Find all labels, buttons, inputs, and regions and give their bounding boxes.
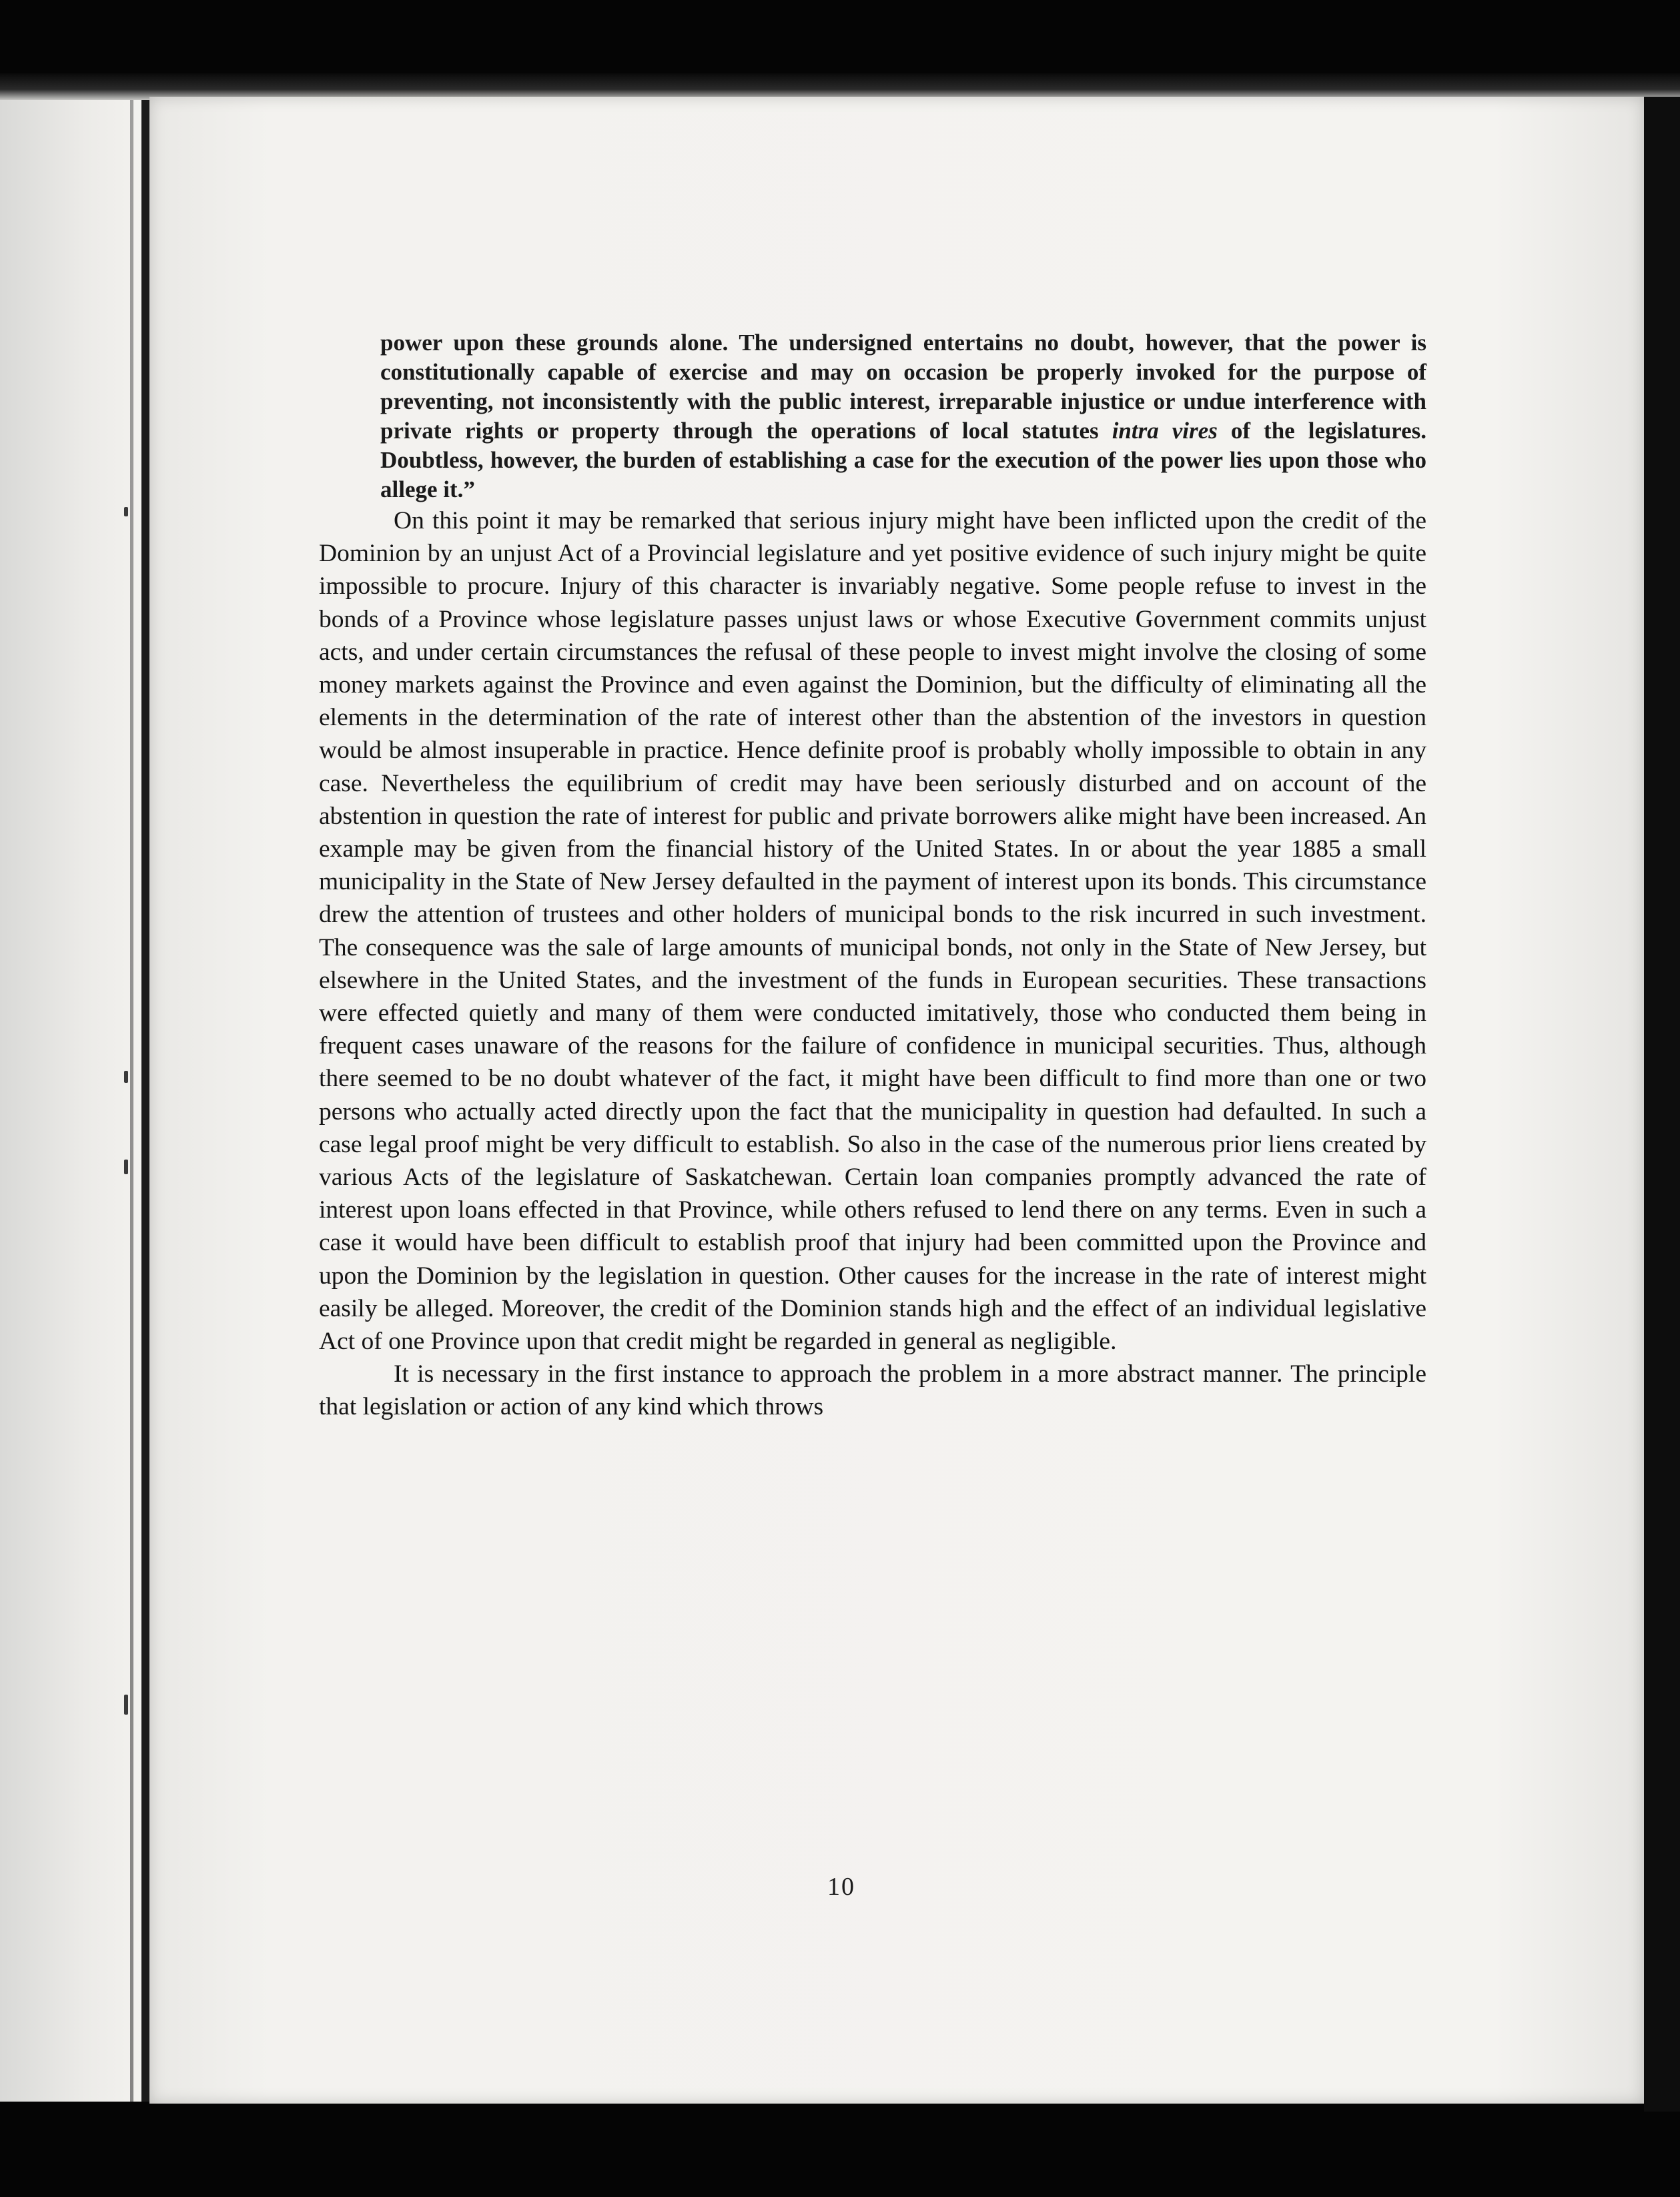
quote-italic-term: intra vires (1112, 418, 1218, 444)
page-number: 10 (827, 1873, 855, 1901)
paragraph: On this point it may be remarked that serious injury might have been inflicted upon the credit of the Dominion by an unjust Act of a Provincial legislature and yet positive evidence of such injury might be quite impossible to procure. Injury of this character is invariably negative. Some people refuse to invest in the bonds of a Province whose legislature passes unjust laws or whose Executive Government commits unjust acts, and under certain circumstances the refusal of these people to invest might involve the closing of some money markets against the Province and even against the Dominion, but the difficulty of eliminating all the elements in the determination of the rate of interest other than the abstention of the investors in question would be almost insuperable in practice. Hence definite proof is probably wholly impossible to obtain in any case. Nevertheless the equilibrium of credit may have been seriously disturbed and on account of the abstention in question the rate of interest for public and private borrowers alike might have been increased. An example may be given from the financial history of the United States. In or about the year 1885 a small municipality in the State of New Jersey defaulted in the payment of interest upon its bonds. This circumstance drew the attention of trustees and other holders of municipal bonds to the risk incurred in such investment. The consequence was the sale of large amounts of municipal bonds, not only in the State of New Jersey, but elsewhere in the United States, and the investment of the funds in European securities. These transactions were effected quietly and many of them were conducted imitatively, those who conducted them being in frequent cases unaware of the reasons for the failure of confidence in municipal securities. Thus, although there seemed to be no doubt whatever of the fact, it might have been difficult to find more than one or two persons who actually acted directly upon the fact that the municipality in question had defaulted. In such a case legal proof might be very difficult to establish. So also in the case of the numerous prior liens created by various Acts of the legislature of Saskatchewan. Certain loan companies promptly advanced the rate of interest upon loans effected in that Province, while others refused to lend there on any terms. Even in such a case it would have been difficult to establish proof that injury had been committed upon the Province and upon the Dominion by the legislation in question. Other causes for the increase in the rate of interest might easily be alleged. Moreover, the credit of the Dominion stands high and the effect of an individual legislative Act of one Province upon that credit might be regarded in general as negligible. (319, 507, 1426, 1356)
binding-mark (124, 1695, 128, 1715)
page-body-text (319, 328, 1426, 1424)
scan-right-edge (1644, 97, 1680, 2112)
binding-mark (124, 1071, 128, 1083)
paragraph: It is necessary in the first instance to approach the problem in a more abstract manner. The principle that legislation or action of any kind which throws (319, 1360, 1426, 1421)
quote-text: power upon these grounds alone. The undersigned entertains no doubt, however, that the power is constitutionally capable of exercise and may on occasion be properly invoked for the purpose of preventing, not inconsistently with the public interest, irreparable injustice or undue interference with private rights or property through the operations of local statutes (380, 330, 1426, 444)
binding-mark (124, 1160, 128, 1174)
binding-shadow-line (130, 100, 133, 2102)
scan-top-edge (0, 73, 1680, 100)
left-page-sliver (0, 100, 143, 2102)
quoted-passage-continuation (380, 328, 1426, 504)
quote-text: of the legislatures. Doubtless, however, the burden of establishing a case for the execution of the power lies upon those who allege it.” (380, 418, 1426, 502)
binding-mark (124, 507, 128, 516)
